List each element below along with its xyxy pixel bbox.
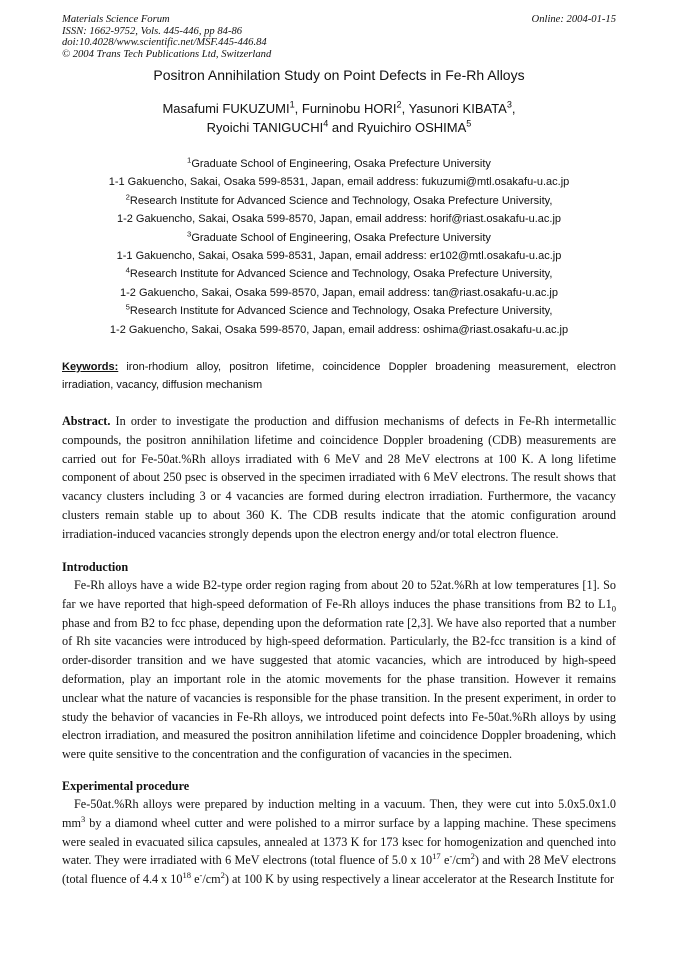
affiliation-mark: 3 [187,228,192,238]
superscript: 17 [432,851,441,862]
affiliation-mark: 1 [187,155,192,165]
affiliation-name [0,302,678,320]
abstract-block [62,412,616,544]
experimental-text: ) at 100 K by using respectively a linear accelerator at the Research Institute for [224,872,615,887]
affiliation-name [0,229,678,247]
author-name: Ryuichiro OSHIMA [357,120,467,135]
introduction-heading: Introduction [62,560,129,574]
experimental-text: by a diamond wheel cutter and were polished to a mirror surface by a lapping machine. These specimens were sealed in evacuated silica capsules, annealed at 1373 K for 173 ksec for homogenization and quenched into water. They were irradiated with 6 MeV electrons (total fluence of 5.0 x 10 [62,815,616,868]
author-name: Masafumi FUKUZUMI [162,101,290,116]
affiliation-name [0,265,678,283]
experimental-text: Fe-50at.%Rh alloys were prepared by induction melting in a vacuum. Then, they were cut into 5.0x5.0x1.0 mm [62,797,616,830]
experimental-text: ) and with 28 MeV electrons (total fluence of 4.4 x 10 [62,853,616,887]
superscript: 3 [80,813,86,824]
author-affiliation-mark: 2 [396,99,402,110]
abstract-text: In order to investigate the production and diffusion mechanisms of defects in Fe-Rh intermetallic compounds, the positron annihilation lifetime and coincidence Doppler broadening (CDB) measurements are carried out for Fe-50at.%Rh alloys irradiated with 6 MeV and 28 MeV electrons at 100 K. A long lifetime component of about 250 psec is observed in the specimen irradiated with 6 MeV electrons. The result shows that vacancy clusters including 3 or 4 vacancies are formed during electron irradiation. Furthermore, the vacancy clusters remain stable up to about 360 K. The CDB results indicate that the atomic configuration around irradiation-induced vacancies strongly depends upon the electron energy and/or total electron fluence. [62,414,616,541]
keywords-label: Keywords: [62,361,119,373]
doi-line: doi:10.4028/www.scientific.net/MSF.445-446.84 [62,37,267,48]
superscript: - [449,851,453,862]
keywords-text: iron-rhodium alloy, positron lifetime, coincidence Doppler broadening measurement, electron irradiation, vacancy, diffusion mechanism [62,361,616,392]
affiliation-address: 1-1 Gakuencho, Sakai, Osaka 599-8531, Japan, email address: er102@mtl.osakafu-u.ac.jp [116,250,562,263]
experimental-text: /cm [452,853,471,868]
author-affiliation-mark: 4 [323,118,329,129]
author-name: Furninobu HORI [301,101,397,116]
affiliation-name [0,155,678,173]
author-affiliation-mark: 5 [466,118,472,129]
paper-title: Positron Annihilation Study on Point Defects in Fe-Rh Alloys [153,67,525,83]
author-separator: , [511,101,516,116]
author-separator: , [294,101,302,116]
affiliation-list [0,155,678,339]
author-affiliation-mark: 3 [506,99,512,110]
affiliation-name [0,192,678,210]
affiliation-mark: 2 [125,192,130,202]
author-list [0,99,678,137]
experimental-text: e [440,853,450,868]
affiliation-text: Graduate School of Engineering, Osaka Prefecture University [191,231,491,244]
superscript: - [199,870,203,881]
experimental-heading: Experimental procedure [62,779,190,793]
affiliation-text: Research Institute for Advanced Science and Technology, Osaka Prefecture University, [129,305,553,318]
introduction-text: Fe-Rh alloys have a wide B2-type order region raging from about 20 to 52at.%Rh at low temperatures [1]. So far we have reported that high-speed deformation of Fe-Rh alloys induces the phase transitions from B2 to L1 [62,578,616,611]
author-name: Yasunori KIBATA [408,101,507,116]
author-separator: , [401,101,409,116]
affiliation-text: Research Institute for Advanced Science and Technology, Osaka Prefecture University, [129,194,553,207]
introduction-text: phase and from B2 to fcc phase, depending upon the deformation rate [2,3]. We have also reported that a number of Rh site vacancies were introduced by high-speed deformation. Particularly, the B2-fcc transition is a kind of order-disorder transition and we have suggested that atomic vacancies, which are introduced by high-speed deformation, play an important role in the atomic movements for the phase transition. However it remains unclear what the nature of vacancies is responsible for the phase transition. In the present experiment, in order to study the behavior of vacancies in Fe-Rh alloys, we introduced point defects into Fe-50at.%Rh alloys by using electron irradiation, and measured the positron annihilation lifetime and coincidence Doppler broadening, which were quite sensitive to the concentration and the configuration of vacancies in the specimen. [62,615,616,762]
keywords-block [62,358,616,395]
affiliation-text: Research Institute for Advanced Science and Technology, Osaka Prefecture University, [129,268,553,281]
abstract-label: Abstract. [62,414,111,428]
author-affiliation-mark: 1 [289,99,295,110]
experimental-text: e [191,872,200,887]
superscript: 2 [220,870,225,881]
author-name: Ryoichi TANIGUCHI [206,120,324,135]
affiliation-address: 1-2 Gakuencho, Sakai, Osaka 599-8570, Japan, email address: oshima@riast.osakafu-u.ac.jp [109,323,569,336]
experimental-text: /cm [202,872,221,887]
affiliation-text: Graduate School of Engineering, Osaka Prefecture University [191,158,491,170]
subscript: 0 [611,603,616,614]
copyright-line: © 2004 Trans Tech Publications Ltd, Switzerland [62,48,272,60]
experimental-paragraph [62,795,616,889]
affiliation-address: 1-2 Gakuencho, Sakai, Osaka 599-8570, Japan, email address: tan@riast.osakafu-u.ac.jp [120,286,558,299]
affiliation-address: 1-1 Gakuencho, Sakai, Osaka 599-8531, Japan, email address: fukuzumi@mtl.osakafu-u.ac.jp [108,176,570,189]
journal-header [62,14,616,60]
introduction-paragraph [62,576,616,764]
issn-line: ISSN: 1662-9752, Vols. 445-446, pp 84-86 [62,25,243,37]
superscript: 18 [182,870,192,881]
journal-name: Materials Science Forum [62,14,170,25]
superscript: 2 [470,851,475,862]
author-separator: and [328,120,358,135]
affiliation-mark: 4 [125,265,130,275]
online-date: Online: 2004-01-15 [531,14,616,25]
affiliation-address: 1-2 Gakuencho, Sakai, Osaka 599-8570, Japan, email address: horif@riast.osakafu-u.ac.jp [116,213,562,226]
affiliation-mark: 5 [125,302,130,312]
